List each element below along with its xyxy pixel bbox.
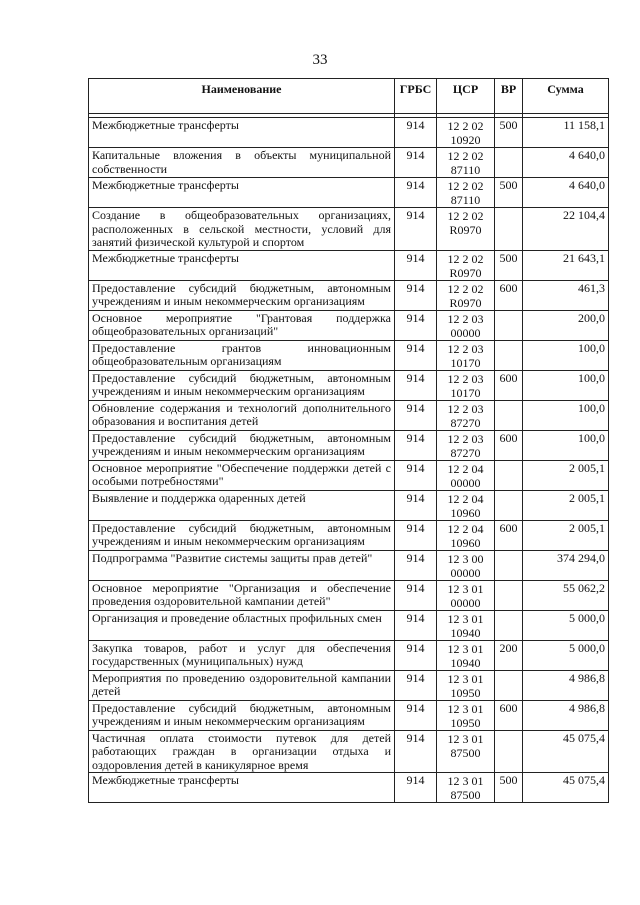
row-csr-cell	[437, 460, 495, 490]
row-sum-cell: 4 640,0	[523, 178, 609, 208]
header-grbs: ГРБС	[395, 79, 437, 114]
csr-code-part1: 12 2 02	[447, 149, 484, 163]
row-grbs-cell: 914	[395, 280, 437, 310]
row-sum-cell: 2 005,1	[523, 520, 609, 550]
csr-code-part1: 12 2 03	[447, 341, 484, 356]
row-csr-cell	[437, 670, 495, 700]
row-name-cell: Межбюджетные трансферты	[89, 118, 395, 148]
row-vr-cell	[495, 550, 523, 580]
row-csr-cell	[437, 550, 495, 580]
csr-code-part2: R0970	[449, 223, 482, 237]
row-name-cell: Предоставление субсидий бюджетным, автономным учреждениям и иным некоммерческим организациям	[89, 700, 395, 730]
csr-code-part1: 12 3 01	[447, 731, 484, 746]
csr-code-part1: 12 2 02	[447, 281, 484, 296]
row-name-cell: Выявление и поддержка одаренных детей	[89, 490, 395, 520]
row-sum-cell: 55 062,2	[523, 580, 609, 610]
row-csr-cell	[437, 700, 495, 730]
row-grbs-cell: 914	[395, 310, 437, 340]
header-vr: ВР	[495, 79, 523, 114]
header-name: Наименование	[89, 79, 395, 114]
row-vr-cell: 600	[495, 370, 523, 400]
row-sum-cell: 5 000,0	[523, 640, 609, 670]
row-grbs-cell: 914	[395, 773, 437, 803]
row-name-cell: Основное мероприятие "Грантовая поддержка общеобразовательных организаций"	[89, 310, 395, 340]
row-grbs-cell: 914	[395, 118, 437, 148]
row-sum-cell: 22 104,4	[523, 208, 609, 251]
row-name-cell: Организация и проведение областных профильных смен	[89, 610, 395, 640]
header-sum: Сумма	[523, 79, 609, 114]
row-name-cell: Предоставление субсидий бюджетным, автономным учреждениям и иным некоммерческим организациям	[89, 370, 395, 400]
csr-code-part2: 10960	[450, 535, 481, 550]
table-row	[89, 490, 609, 520]
csr-code-part1: 12 2 02	[447, 119, 484, 133]
row-csr-cell	[437, 118, 495, 148]
row-grbs-cell: 914	[395, 460, 437, 490]
row-name-cell: Межбюджетные трансферты	[89, 250, 395, 280]
row-grbs-cell: 914	[395, 340, 437, 370]
row-sum-cell: 4 986,8	[523, 700, 609, 730]
table-row	[89, 640, 609, 670]
csr-code-part2: 87500	[450, 745, 481, 760]
csr-code-part1: 12 3 01	[447, 701, 484, 716]
csr-code-part2: 10960	[450, 505, 481, 520]
row-csr-cell	[437, 280, 495, 310]
row-sum-cell: 2 005,1	[523, 490, 609, 520]
row-sum-cell: 4 986,8	[523, 670, 609, 700]
table-row	[89, 340, 609, 370]
row-name-cell: Основное мероприятие "Обеспечение поддержки детей с особыми потребностями"	[89, 460, 395, 490]
row-vr-cell: 500	[495, 773, 523, 803]
row-vr-cell: 600	[495, 700, 523, 730]
table-row	[89, 208, 609, 251]
row-grbs-cell: 914	[395, 208, 437, 251]
csr-code-part2: 87270	[450, 415, 481, 430]
csr-code-part2: 00000	[450, 565, 481, 580]
row-vr-cell	[495, 580, 523, 610]
row-vr-cell	[495, 730, 523, 773]
row-grbs-cell: 914	[395, 520, 437, 550]
row-grbs-cell: 914	[395, 670, 437, 700]
table-row	[89, 148, 609, 178]
row-sum-cell: 2 005,1	[523, 460, 609, 490]
table-row	[89, 400, 609, 430]
row-name-cell: Закупка товаров, работ и услуг для обеспечения государственных (муниципальных) нужд	[89, 640, 395, 670]
row-grbs-cell: 914	[395, 550, 437, 580]
table-row	[89, 118, 609, 148]
table-row	[89, 520, 609, 550]
row-name-cell: Межбюджетные трансферты	[89, 773, 395, 803]
row-vr-cell: 600	[495, 430, 523, 460]
row-csr-cell	[437, 250, 495, 280]
row-name-cell: Создание в общеобразовательных организациях, расположенных в сельской местности, условий для занятий физической культурой и спортом	[89, 208, 395, 251]
row-vr-cell	[495, 400, 523, 430]
row-name-cell: Капитальные вложения в объекты муниципальной собственности	[89, 148, 395, 178]
row-vr-cell	[495, 490, 523, 520]
row-grbs-cell: 914	[395, 250, 437, 280]
csr-code-part2: 00000	[450, 595, 481, 610]
row-sum-cell: 45 075,4	[523, 773, 609, 803]
csr-code-part1: 12 3 01	[447, 774, 484, 788]
table-row	[89, 773, 609, 803]
row-grbs-cell: 914	[395, 490, 437, 520]
row-csr-cell	[437, 640, 495, 670]
csr-code-part2: 10170	[450, 355, 481, 370]
row-sum-cell: 100,0	[523, 400, 609, 430]
csr-code-part1: 12 2 02	[447, 179, 484, 193]
row-csr-cell	[437, 208, 495, 251]
row-vr-cell: 500	[495, 178, 523, 208]
table-row	[89, 178, 609, 208]
csr-code-part2: 87110	[450, 193, 481, 207]
row-sum-cell: 100,0	[523, 370, 609, 400]
row-csr-cell	[437, 400, 495, 430]
table-row	[89, 430, 609, 460]
csr-code-part1: 12 3 00	[447, 551, 484, 566]
csr-code-part1: 12 2 04	[447, 491, 484, 506]
row-vr-cell: 200	[495, 640, 523, 670]
table-row	[89, 670, 609, 700]
row-csr-cell	[437, 310, 495, 340]
row-name-cell: Основное мероприятие "Организация и обеспечение проведения оздоровительной кампании детей"	[89, 580, 395, 610]
row-sum-cell: 100,0	[523, 430, 609, 460]
table-header-row	[89, 79, 609, 114]
row-vr-cell: 500	[495, 250, 523, 280]
csr-code-part1: 12 3 01	[447, 581, 484, 596]
csr-code-part1: 12 2 03	[447, 311, 484, 326]
row-sum-cell: 461,3	[523, 280, 609, 310]
csr-code-part1: 12 2 04	[447, 461, 484, 476]
table-row	[89, 280, 609, 310]
row-vr-cell	[495, 670, 523, 700]
csr-code-part2: 10940	[450, 655, 481, 670]
row-grbs-cell: 914	[395, 430, 437, 460]
row-name-cell: Мероприятия по проведению оздоровительной кампании детей	[89, 670, 395, 700]
row-vr-cell: 500	[495, 118, 523, 148]
csr-code-part2: 10940	[450, 625, 481, 640]
csr-code-part2: 87270	[450, 445, 481, 460]
csr-code-part1: 12 2 03	[447, 401, 484, 416]
csr-code-part1: 12 2 02	[447, 251, 484, 266]
row-grbs-cell: 914	[395, 610, 437, 640]
row-grbs-cell: 914	[395, 730, 437, 773]
table-row	[89, 700, 609, 730]
page-number: 33	[312, 52, 328, 68]
row-grbs-cell: 914	[395, 700, 437, 730]
csr-code-part2: 00000	[450, 325, 481, 340]
csr-code-part2: 00000	[450, 475, 481, 490]
csr-code-part2: 10950	[450, 685, 481, 700]
row-csr-cell	[437, 520, 495, 550]
row-csr-cell	[437, 148, 495, 178]
row-sum-cell: 100,0	[523, 340, 609, 370]
csr-code-part1: 12 2 03	[447, 431, 484, 446]
row-grbs-cell: 914	[395, 580, 437, 610]
row-csr-cell	[437, 730, 495, 773]
row-name-cell: Подпрограмма "Развитие системы защиты прав детей"	[89, 550, 395, 580]
row-grbs-cell: 914	[395, 178, 437, 208]
row-vr-cell	[495, 460, 523, 490]
csr-code-part2: 87110	[450, 163, 481, 177]
table-row	[89, 370, 609, 400]
row-csr-cell	[437, 340, 495, 370]
row-csr-cell	[437, 773, 495, 803]
row-name-cell: Предоставление субсидий бюджетным, автономным учреждениям и иным некоммерческим организациям	[89, 280, 395, 310]
row-sum-cell: 5 000,0	[523, 610, 609, 640]
row-grbs-cell: 914	[395, 400, 437, 430]
row-vr-cell	[495, 610, 523, 640]
row-sum-cell: 374 294,0	[523, 550, 609, 580]
row-grbs-cell: 914	[395, 148, 437, 178]
csr-code-part2: 10170	[450, 385, 481, 400]
csr-code-part1: 12 2 04	[447, 521, 484, 536]
row-sum-cell: 21 643,1	[523, 250, 609, 280]
row-sum-cell: 45 075,4	[523, 730, 609, 773]
row-name-cell: Частичная оплата стоимости путевок для детей работающих граждан в организации отдыха и оздоровления детей в каникулярное время	[89, 730, 395, 773]
csr-code-part1: 12 3 01	[447, 611, 484, 626]
csr-code-part1: 12 3 01	[447, 641, 484, 656]
row-vr-cell	[495, 208, 523, 251]
row-csr-cell	[437, 370, 495, 400]
row-name-cell: Предоставление субсидий бюджетным, автономным учреждениям и иным некоммерческим организациям	[89, 520, 395, 550]
row-name-cell: Предоставление грантов инновационным общеобразовательным организациям	[89, 340, 395, 370]
row-name-cell: Межбюджетные трансферты	[89, 178, 395, 208]
row-csr-cell	[437, 178, 495, 208]
row-sum-cell: 4 640,0	[523, 148, 609, 178]
row-sum-cell: 200,0	[523, 310, 609, 340]
table-body	[89, 118, 609, 803]
row-vr-cell: 600	[495, 520, 523, 550]
table-row	[89, 730, 609, 773]
table-row	[89, 580, 609, 610]
csr-code-part1: 12 3 01	[447, 671, 484, 686]
row-vr-cell	[495, 148, 523, 178]
table-row	[89, 460, 609, 490]
row-name-cell: Предоставление субсидий бюджетным, автономным учреждениям и иным некоммерческим организациям	[89, 430, 395, 460]
row-vr-cell: 600	[495, 280, 523, 310]
row-csr-cell	[437, 610, 495, 640]
csr-code-part2: R0970	[449, 265, 482, 280]
row-sum-cell: 11 158,1	[523, 118, 609, 148]
row-grbs-cell: 914	[395, 370, 437, 400]
csr-code-part2: 10920	[450, 133, 481, 147]
table-row	[89, 610, 609, 640]
row-name-cell: Обновление содержания и технологий дополнительного образования и воспитания детей	[89, 400, 395, 430]
table-row	[89, 310, 609, 340]
csr-code-part1: 12 2 02	[447, 209, 484, 223]
row-vr-cell	[495, 310, 523, 340]
row-csr-cell	[437, 430, 495, 460]
row-csr-cell	[437, 580, 495, 610]
csr-code-part2: 10950	[450, 715, 481, 730]
row-grbs-cell: 914	[395, 640, 437, 670]
csr-code-part2: R0970	[449, 295, 482, 310]
csr-code-part2: 87500	[450, 788, 481, 802]
table-row	[89, 250, 609, 280]
budget-table	[88, 78, 609, 803]
csr-code-part1: 12 2 03	[447, 371, 484, 386]
row-vr-cell	[495, 340, 523, 370]
row-csr-cell	[437, 490, 495, 520]
table-row	[89, 550, 609, 580]
header-csr: ЦСР	[437, 79, 495, 114]
